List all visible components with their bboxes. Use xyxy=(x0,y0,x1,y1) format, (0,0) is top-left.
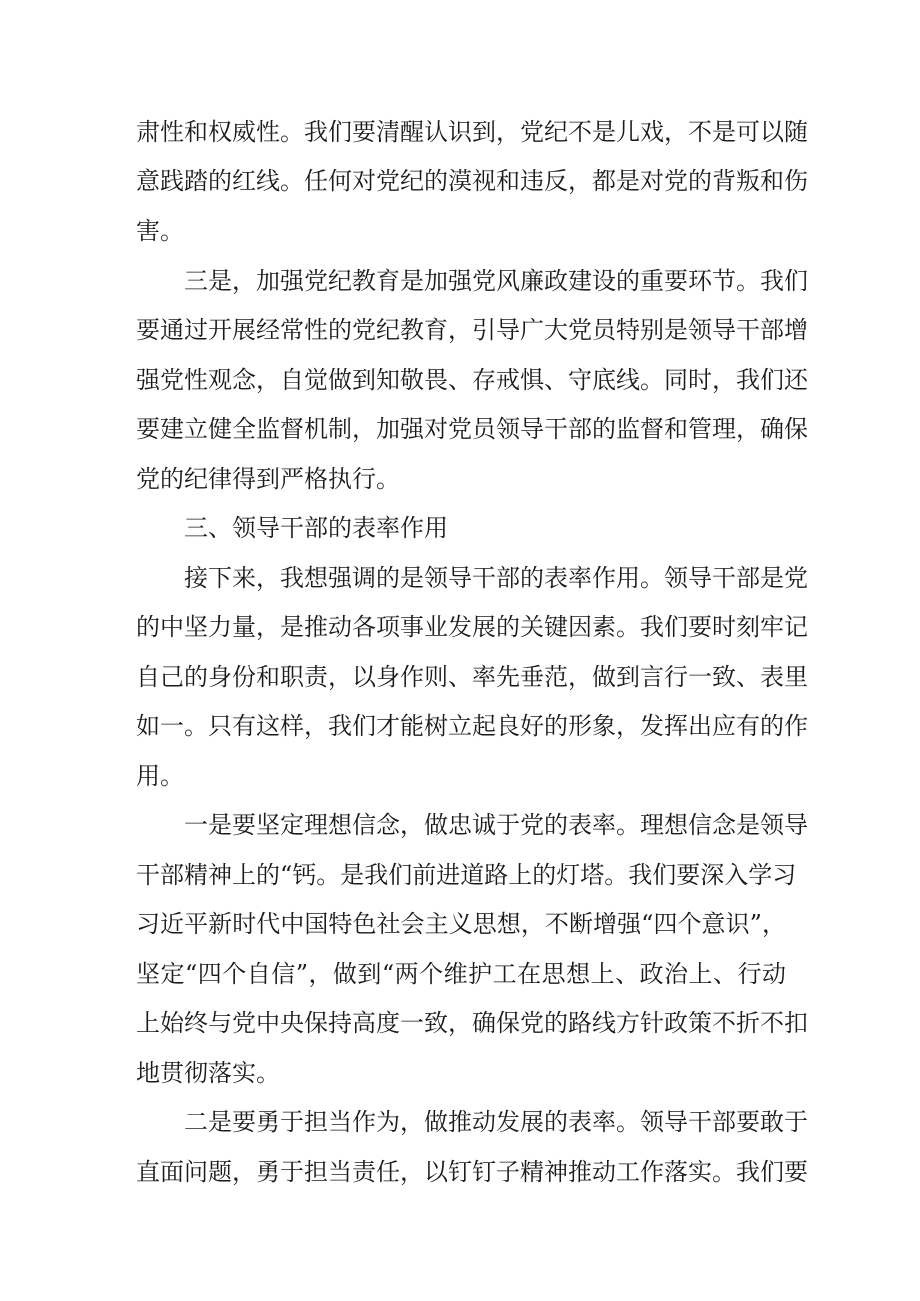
paragraph-first-line: 三是，加强党纪教育是加强党风廉政建设的重要环节。我们 xyxy=(184,267,808,295)
text-line: 意践踏的红线。任何对党纪的漠视和违反，都是对党的背叛和伤 xyxy=(136,167,808,195)
text-line: 用。 xyxy=(136,762,184,790)
text-line: 如一。只有这样，我们才能树立起良好的形象，发挥出应有的作 xyxy=(136,712,808,740)
text-line: 上始终与党中央保持高度一致，确保党的路线方针政策不折不扣 xyxy=(136,1009,808,1037)
text-line: 害。 xyxy=(136,217,184,245)
text-line: 习近平新时代中国特色社会主义思想，不断增强“四个意识”， xyxy=(136,910,786,938)
text-line: 自己的身份和职责，以身作则、率先垂范，做到言行一致、表里 xyxy=(136,663,808,691)
paragraph-first-line: 接下来，我想强调的是领导干部的表率作用。领导干部是党 xyxy=(184,564,808,592)
paragraph-first-line: 一是要坚定理想信念，做忠诚于党的表率。理想信念是领导 xyxy=(184,811,808,839)
paragraph-first-line: 二是要勇于担当作为，做推动发展的表率。领导干部要敢于 xyxy=(184,1108,808,1136)
text-line: 党的纪律得到严格执行。 xyxy=(136,465,400,493)
text-line: 干部精神上的“钙。是我们前进道路上的灯塔。我们要深入学习 xyxy=(136,861,797,889)
text-line: 直面问题，勇于担当责任，以钉钉子精神推动工作落实。我们要 xyxy=(136,1158,808,1186)
text-line: 地贯彻落实。 xyxy=(136,1059,280,1087)
section-heading: 三、领导干部的表率作用 xyxy=(184,514,448,542)
text-line: 肃性和权威性。我们要清醒认识到，党纪不是儿戏，不是可以随 xyxy=(136,118,808,146)
text-line: 要通过开展经常性的党纪教育，引导广大党员特别是领导干部增 xyxy=(136,316,808,344)
text-line: 坚定“四个自信”，做到“两个维护工在思想上、政治上、行动 xyxy=(136,960,786,988)
text-line: 要建立健全监督机制，加强对党员领导干部的监督和管理，确保 xyxy=(136,415,808,443)
text-line: 强党性观念，自觉做到知敬畏、存戒惧、守底线。同时，我们还 xyxy=(136,366,808,394)
text-line: 的中坚力量，是推动各项事业发展的关键因素。我们要时刻牢记 xyxy=(136,613,808,641)
